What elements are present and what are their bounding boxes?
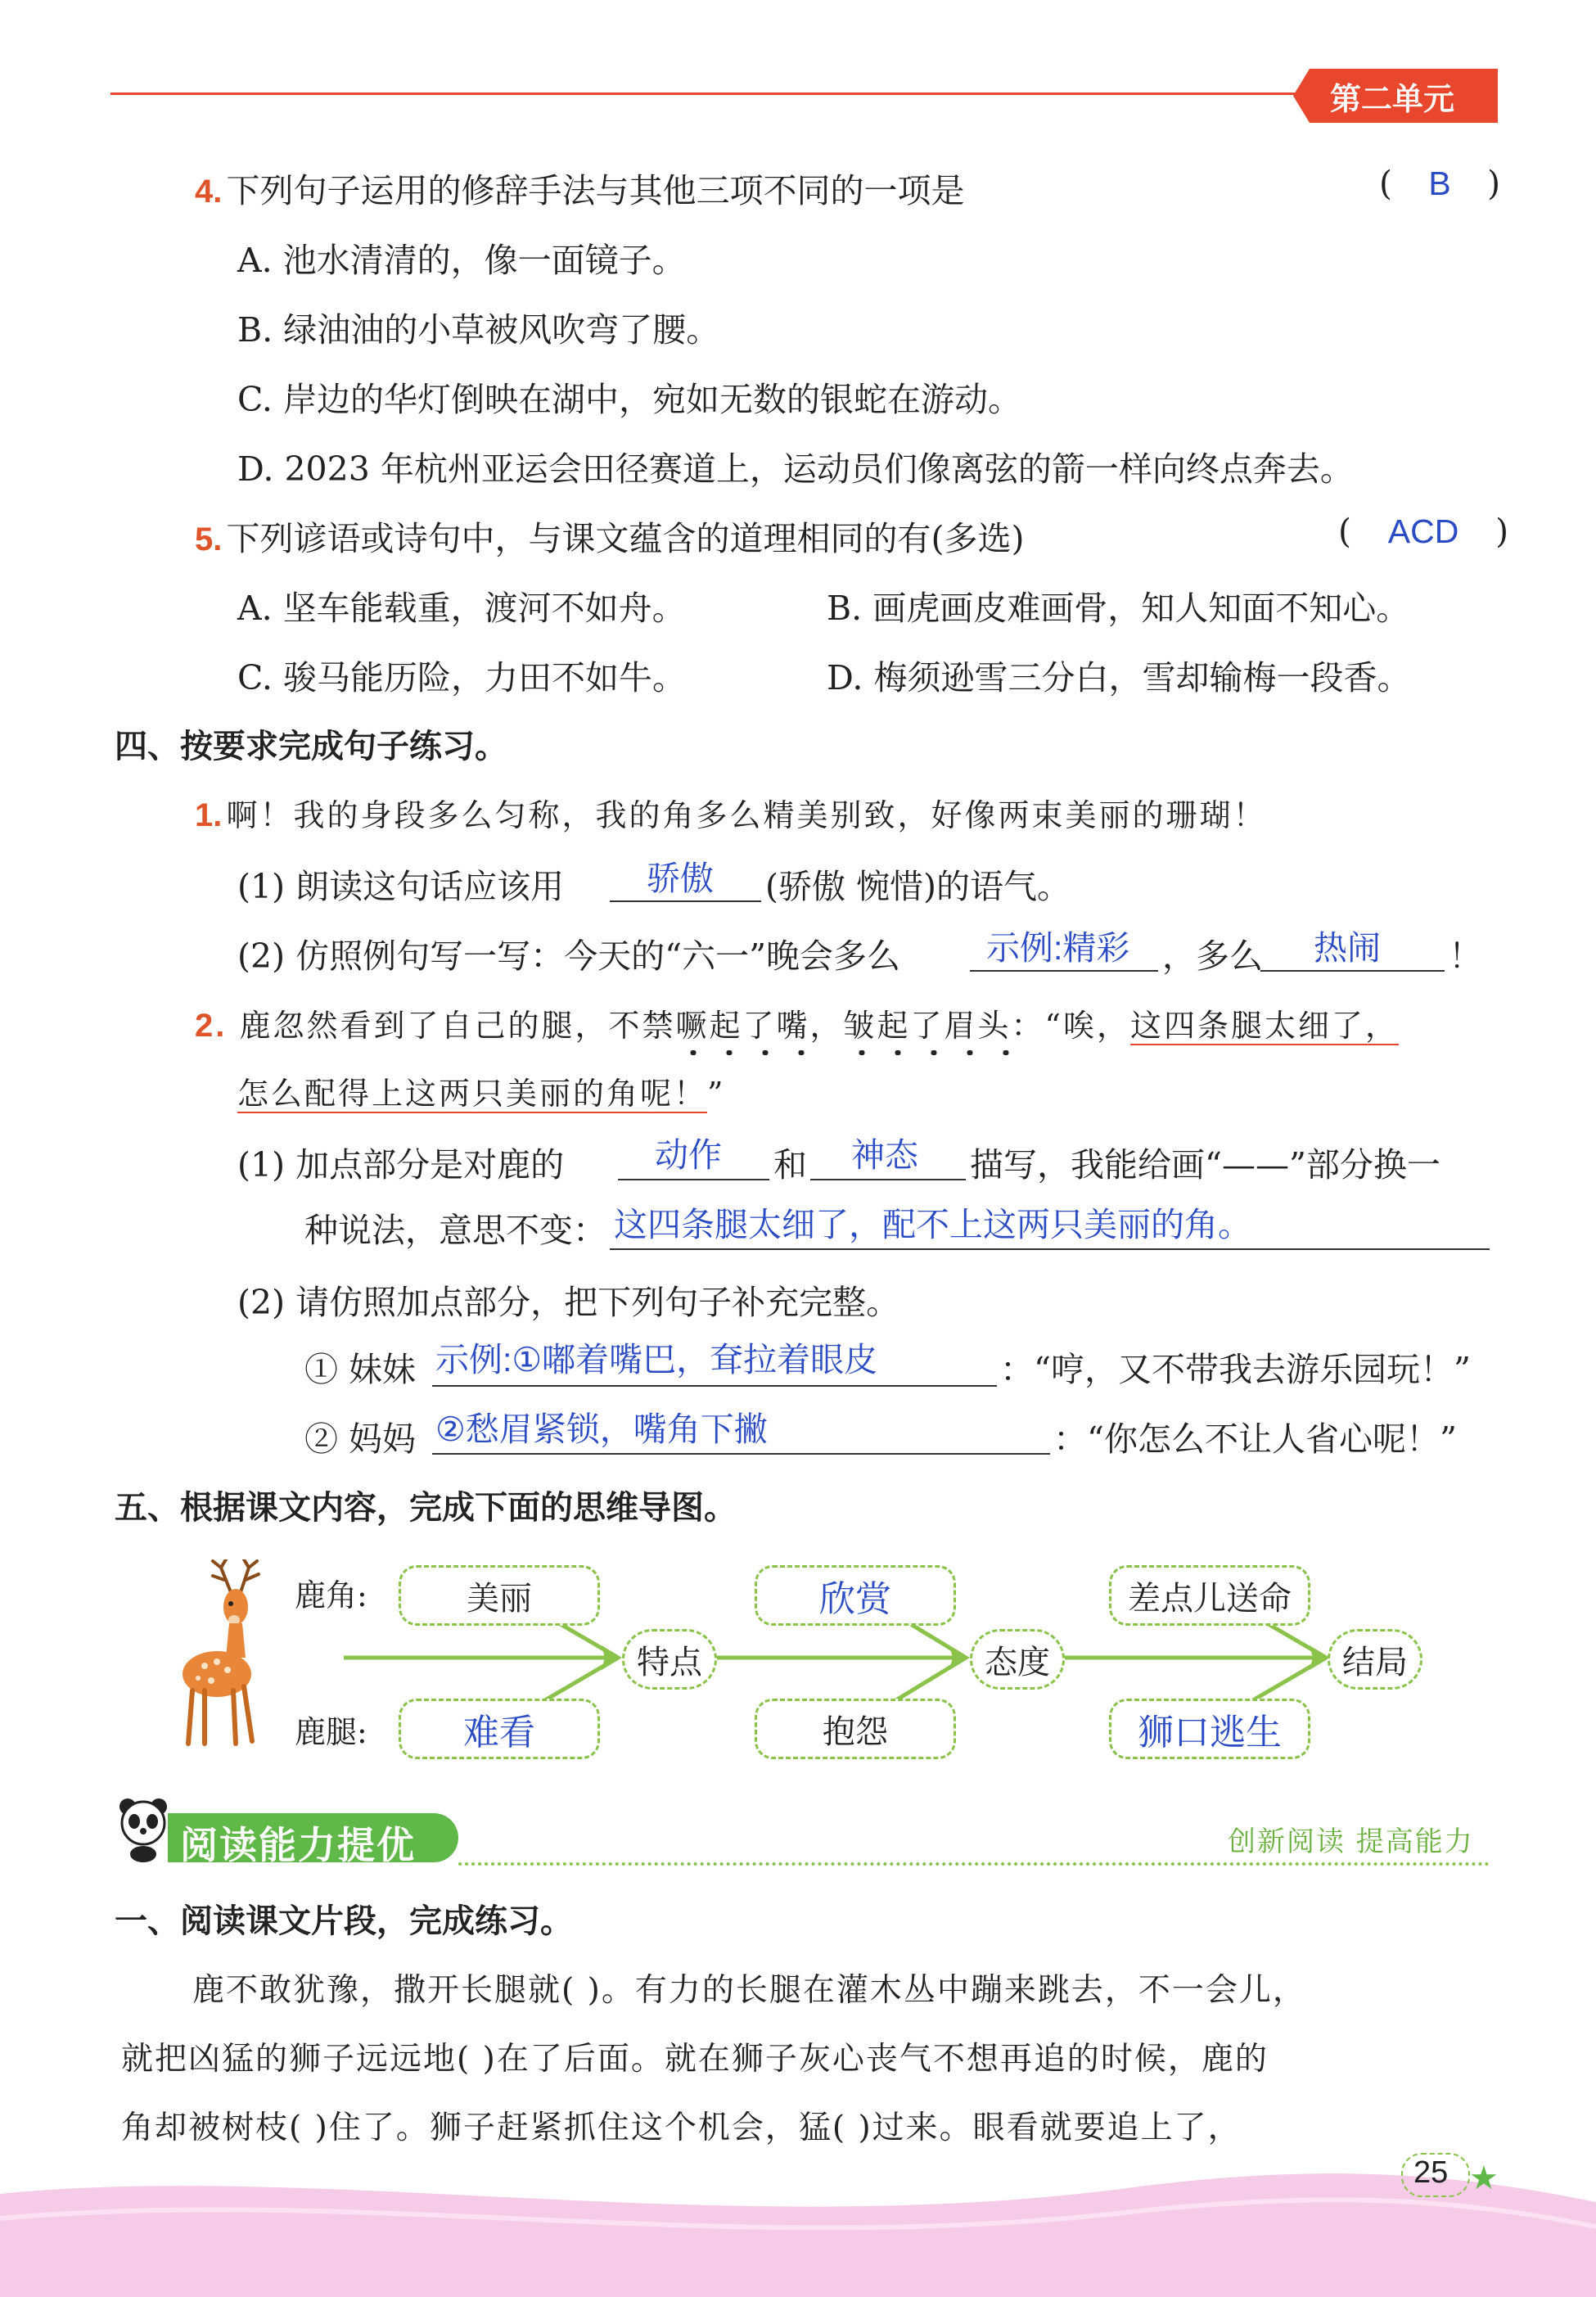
s4q2-sub1-answer1: 动作 (655, 1136, 722, 1174)
q5-number: 5. (195, 521, 223, 557)
s4q2-dotted-2: 皱起了眉头 (844, 1008, 1012, 1044)
section5-title: 五、根据课文内容，完成下面的思维导图。 (115, 1490, 737, 1526)
mind-map-node-attitude: 态度 (970, 1629, 1065, 1690)
s4q2-item2-blank (432, 1453, 1050, 1455)
q4-option-c: C. 岸边的华灯倒映在湖中，宛如无数的银蛇在游动。 (237, 380, 1021, 419)
mind-map-box-antler-attitude: 欣赏 (755, 1565, 956, 1626)
mind-map-box-leg-result: 狮口逃生 (1109, 1699, 1310, 1759)
panda-icon (115, 1797, 172, 1862)
s4q2-line1-a: 鹿忽然看到了自己的腿，不禁 (239, 1008, 676, 1044)
mind-map-label-antler: 鹿角: (295, 1577, 367, 1613)
star-icon: ★ (1469, 2159, 1499, 2197)
q5-answer-bracket: ( ACD ) (1338, 512, 1509, 551)
q5-answer: ACD (1387, 512, 1459, 550)
reading-line-3: 角却被树枝( )住了。狮子赶紧抓住这个机会，猛( )过来。眼看就要追上了， (121, 2110, 1242, 2146)
mind-map-box-antler-trait: 美丽 (399, 1565, 600, 1626)
s4q2-underlined-2: 怎么配得上这两只美丽的角呢！ (237, 1076, 708, 1112)
s4q2-sub1-pre: (1) 加点部分是对鹿的 (237, 1145, 565, 1185)
s4q2-sub2: (2) 请仿照加点部分，把下列句子补充完整。 (237, 1283, 900, 1322)
reading-slogan: 创新阅读 提高能力 (1228, 1825, 1474, 1858)
mind-map-box-antler-result: 差点儿送命 (1109, 1565, 1310, 1626)
mind-map-box-leg-attitude: 抱怨 (755, 1699, 956, 1759)
s4q1-sub1-pre: (1) 朗读这句话应该用 (237, 867, 565, 906)
q4-answer: B (1428, 165, 1451, 202)
q5-stem: 下列谚语或诗句中，与课文蕴含的道理相同的有(多选) (226, 519, 1025, 558)
q4-stem-line (195, 164, 964, 212)
page-number: 25 (1413, 2155, 1449, 2190)
s4q1-sub2-blank1 (970, 970, 1158, 972)
s4q2-sub1-blank3 (610, 1248, 1490, 1250)
s4q1-sub2-end: ！ (1449, 936, 1482, 976)
s4q1-sub1-answer: 骄傲 (647, 860, 714, 897)
header-rule (110, 93, 1305, 95)
s4q2-dotted-1: 噘起了嘴 (675, 1008, 809, 1044)
s4q2-sub1-blank2 (810, 1179, 966, 1180)
s4q2-sub1-mid: 和 (773, 1145, 807, 1185)
s4q1-number: 1. (195, 797, 223, 833)
s4q2-sub1-answer3: 这四条腿太细了，配不上这两只美丽的角。 (614, 1206, 1251, 1243)
s4q1-sub2-mid: ，多么 (1162, 936, 1263, 976)
s4q2-sub1-line2: 种说法，意思不变： (304, 1211, 606, 1250)
reading-dotted-rule (458, 1862, 1490, 1866)
mind-map-node-trait: 特点 (622, 1629, 717, 1690)
s4q2-item2-answer: ②愁眉紧锁，嘴角下撇 (435, 1410, 768, 1448)
s4q1-sub2-pre: (2) 仿照例句写一写：今天的“六一”晚会多么 (237, 936, 901, 976)
s4q2-item1-blank (432, 1385, 997, 1387)
reading-line-1: 鹿不敢犹豫，撒开长腿就( )。有力的长腿在灌木丛中蹦来跳去，不一会儿， (192, 1972, 1306, 2009)
s4q1-sub1-post: (骄傲 惋惜)的语气。 (765, 867, 1071, 906)
s4q2-item2-pre: ② 妈妈 (304, 1419, 417, 1459)
q4-option-d: D. 2023 年杭州亚运会田径赛道上，运动员们像离弦的箭一样向终点奔去。 (237, 449, 1354, 489)
s4q1-sub2-blank2 (1260, 970, 1445, 972)
mind-map-box-leg-trait: 难看 (399, 1699, 600, 1759)
s4q2-line2: 怎么配得上这两只美丽的角呢！” (237, 1076, 726, 1112)
s4q2-item1-answer: 示例:①嘟着嘴巴，耷拉着眼皮 (435, 1341, 878, 1379)
s4q2-item2-post: ：“你怎么不让人省心呢！” (1053, 1419, 1457, 1459)
s4q1-sub2-answer2: 热闹 (1314, 929, 1381, 967)
footer-wave (0, 2145, 1596, 2297)
q5-option-b: B. 画虎画皮难画骨，知人知面不知心。 (827, 589, 1410, 628)
s4q2-sub1-answer2: 神态 (851, 1136, 918, 1174)
q4-answer-bracket: ( B ) (1379, 164, 1501, 203)
s4q1-line (195, 790, 1266, 835)
q5-option-c: C. 骏马能历险，力田不如牛。 (237, 658, 686, 697)
reading-title: 一、阅读课文片段，完成练习。 (115, 1903, 573, 1939)
deer-illustration (180, 1559, 274, 1752)
unit-label: 第二单元 (1330, 83, 1455, 117)
s4q2-line1: 2. 鹿忽然看到了自己的腿，不禁噘起了嘴 ，皱起了眉头 ：“唉，这四条腿太细了， (195, 1000, 1399, 1045)
mind-map-node-result: 结局 (1328, 1629, 1422, 1690)
reading-line-2: 就把凶猛的狮子远远地( )在了后面。就在狮子灰心丧气不想再追的时候，鹿的 (121, 2041, 1269, 2078)
s4q2-sub1-post: 描写，我能给画“——”部分换一 (970, 1145, 1440, 1185)
s4q1-text: 啊！我的身段多么匀称，我的角多么精美别致，好像两束美丽的珊瑚！ (226, 797, 1267, 833)
mind-map-label-leg: 鹿腿: (295, 1714, 367, 1750)
q5-stem-line (195, 512, 1024, 560)
s4q2-number: 2. (195, 1008, 228, 1044)
s4q1-sub1-blank (610, 900, 761, 902)
s4q1-sub2-answer1: 示例:精彩 (986, 929, 1130, 967)
q4-number: 4. (195, 174, 223, 210)
reading-banner-title: 阅读能力提优 (180, 1824, 416, 1866)
q4-option-a: A. 池水清清的，像一面镜子。 (237, 241, 686, 280)
q5-option-d: D. 梅须逊雪三分白，雪却输梅一段香。 (827, 658, 1411, 697)
s4q2-item1-pre: ① 妹妹 (304, 1350, 417, 1389)
s4q2-item1-post: ：“哼，又不带我去游乐园玩！” (1000, 1350, 1471, 1389)
q5-option-a: A. 坚车能载重，渡河不如舟。 (237, 589, 686, 628)
s4q2-sub1-blank1 (618, 1179, 769, 1180)
q4-stem: 下列句子运用的修辞手法与其他三项不同的一项是 (226, 171, 965, 210)
s4q2-underlined-1: 这四条腿太细了， (1129, 1008, 1399, 1044)
q4-option-b: B. 绿油油的小草被风吹弯了腰。 (237, 310, 720, 350)
section4-title: 四、按要求完成句子练习。 (115, 729, 507, 765)
